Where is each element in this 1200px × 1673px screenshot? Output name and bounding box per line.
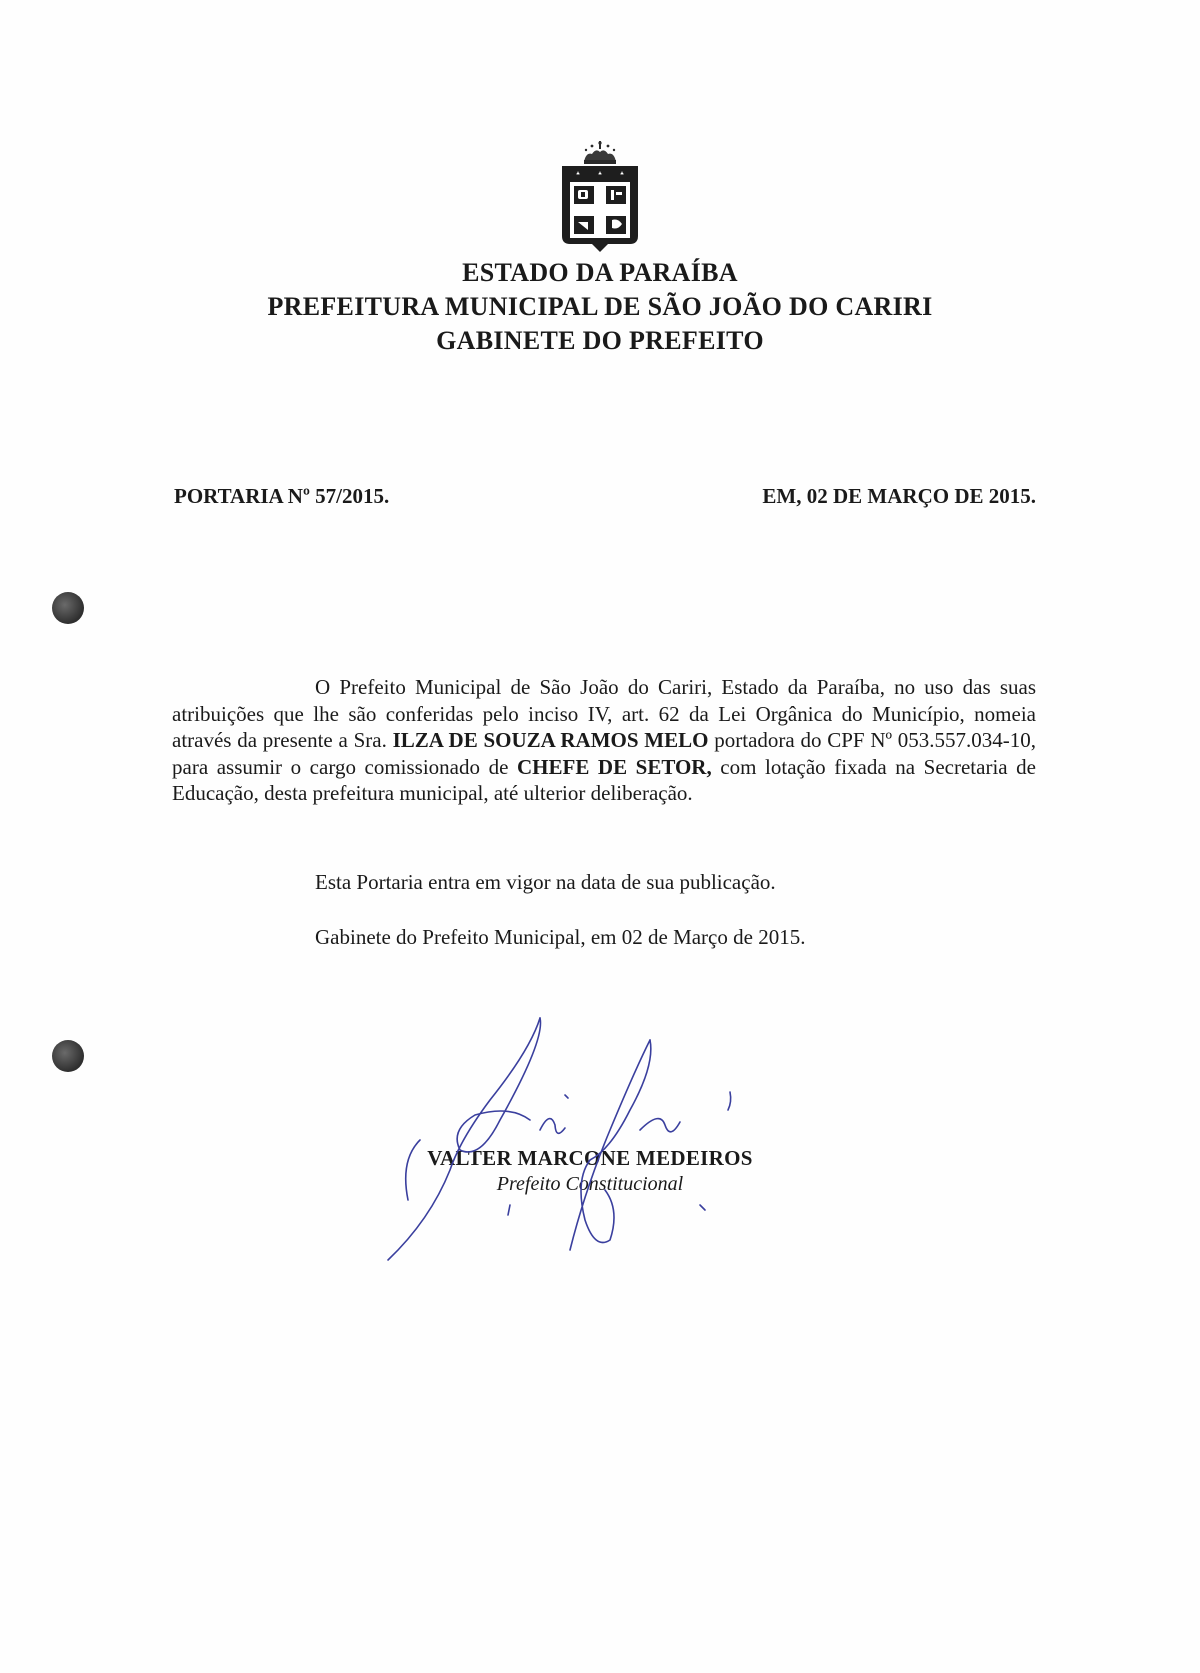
effective-date-paragraph: Esta Portaria entra em vigor na data de sua publicação.: [315, 870, 776, 894]
header-municipality: PREFEITURA MUNICIPAL DE SÃO JOÃO DO CARIRI: [267, 292, 933, 321]
appointee-role: CHEFE DE SETOR,: [516, 754, 712, 779]
portaria-date: EM, 02 DE MARÇO DE 2015.: [762, 484, 1036, 508]
document-header: [0, 256, 1200, 358]
body-text-closing: com lotação fixada na Secretaria de Educação, desta prefeitura municipal, até ulterior deliberação.: [172, 754, 1037, 805]
portaria-meta-row: [174, 484, 1036, 509]
body-text-intro: O Prefeito Municipal de São João do Cariri, Estado da Paraíba, no uso das suas atribuições que lhe são conferidas pelo inciso IV, art. 62 da Lei Orgânica do Município, nomeia através da presente a Sra.: [172, 675, 1036, 752]
signatory-title: Prefeito Constitucional: [496, 1173, 684, 1195]
handwritten-signature-icon: [380, 1010, 780, 1280]
municipal-crest-icon: [556, 140, 644, 252]
office-date-paragraph: Gabinete do Prefeito Municipal, em 02 de Março de 2015.: [315, 925, 806, 949]
signatory-name: VALTER MARCONE MEDEIROS: [427, 1146, 753, 1170]
appointment-paragraph: [172, 674, 1036, 807]
appointee-name: ILZA DE SOUZA RAMOS MELO: [392, 728, 709, 752]
punch-hole-top: [52, 592, 84, 624]
portaria-number: PORTARIA Nº 57/2015.: [174, 484, 390, 508]
header-office: GABINETE DO PREFEITO: [436, 326, 764, 355]
body-text-cpf: portadora do CPF Nº 053.557.034-10, para assumir o cargo comissionado de: [172, 728, 1036, 779]
header-state: ESTADO DA PARAÍBA: [462, 258, 738, 287]
punch-hole-bottom: [52, 1040, 84, 1072]
